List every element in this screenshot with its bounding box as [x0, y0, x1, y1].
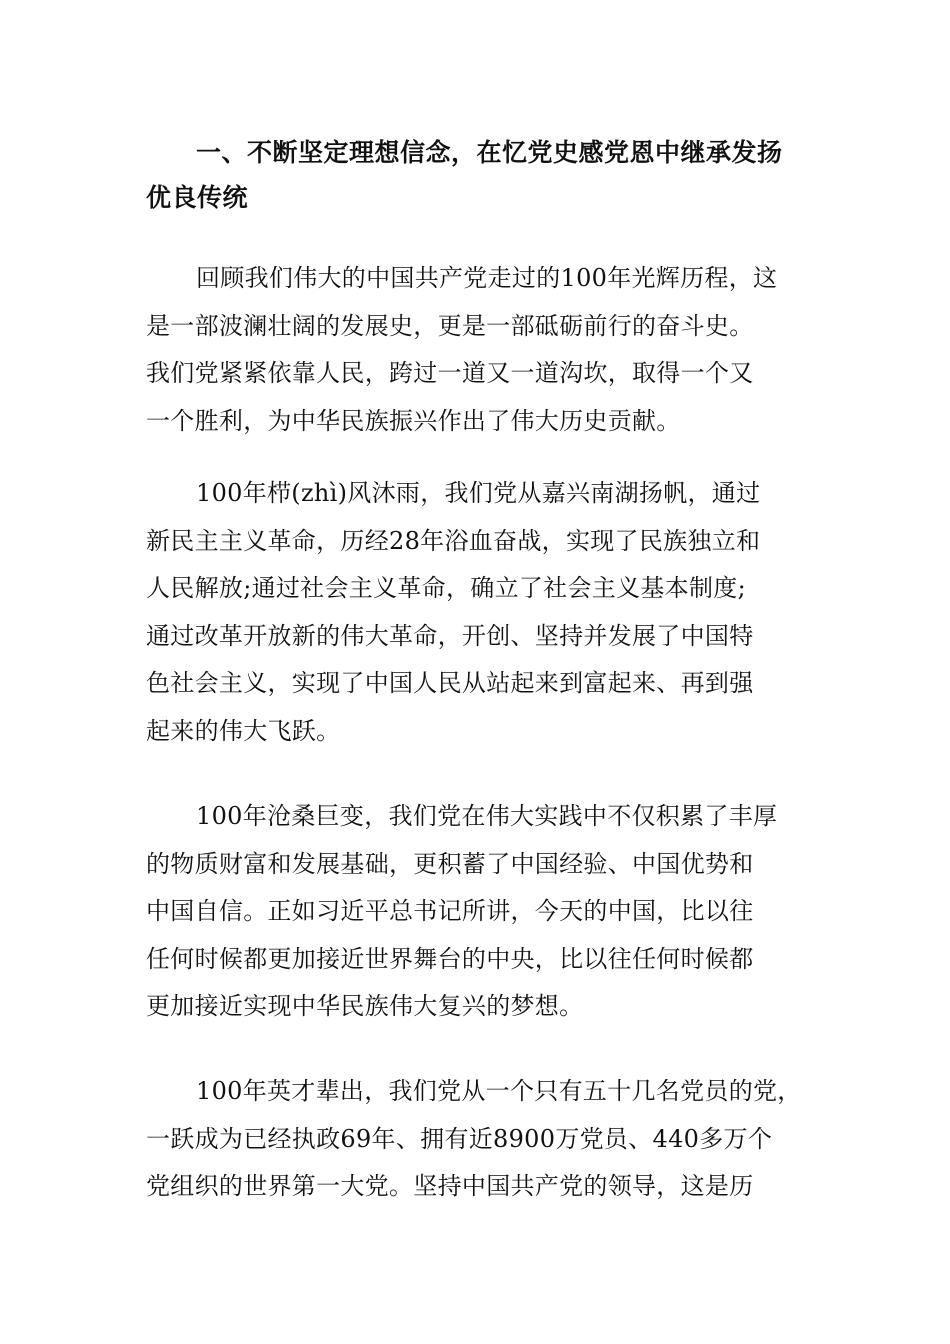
paragraph-line: 的物质财富和发展基础，更积蓄了中国经验、中国优势和 [146, 849, 754, 878]
paragraph-line: 党组织的世界第一大党。坚持中国共产党的领导，这是历 [146, 1172, 754, 1200]
paragraph-line: 是一部波澜壮阔的发展史，更是一部砥砺前行的奋斗史。 [146, 311, 754, 340]
paragraph-line: 我们党紧紧依靠人民，跨过一道又一道沟坎，取得一个又 [146, 359, 754, 387]
heading-line: 优良传统 [146, 183, 249, 212]
paragraph-line: 一个胜利，为中华民族振兴作出了伟大历史贡献。 [146, 406, 681, 435]
heading-line: 一、不断坚定理想信念，在忆党史感党恩中继承发扬 [196, 138, 783, 167]
paragraph-line: 新民主主义革命，历经28年浴血奋战，实现了民族独立和 [146, 526, 761, 555]
section-heading [146, 130, 806, 220]
paragraph-line: 一跃成为已经执政69年、拥有近8900万党员、440多万个 [146, 1124, 773, 1153]
paragraph-talents [146, 1068, 826, 1211]
paragraph-line: 更加接近实现中华民族伟大复兴的梦想。 [146, 992, 584, 1020]
paragraph-line: 色社会主义，实现了中国人民从站起来到富起来、再到强 [146, 669, 754, 697]
paragraph-line: 通过改革开放新的伟大革命，开创、坚持并发展了中国特 [146, 621, 754, 650]
paragraph-line: 回顾我们伟大的中国共产党走过的100年光辉历程，这 [196, 264, 778, 292]
paragraph-vicissitudes [146, 793, 826, 1031]
paragraph-line: 100年栉(zhì)风沐雨，我们党从嘉兴南湖扬帆，通过 [196, 479, 761, 507]
paragraph-wind-rain [146, 470, 826, 755]
paragraph-line: 人民解放;通过社会主义革命，确立了社会主义基本制度; [146, 574, 746, 602]
paragraph-line: 起来的伟大飞跃。 [146, 716, 341, 745]
paragraph-line: 100年英才辈出，我们党从一个只有五十几名党员的党， [196, 1077, 802, 1105]
paragraph-line: 100年沧桑巨变，我们党在伟大实践中不仅积累了丰厚 [196, 802, 778, 830]
paragraph-line: 任何时候都更加接近世界舞台的中央，比以往任何时候都 [146, 944, 754, 973]
paragraph-review [146, 255, 826, 445]
paragraph-line: 中国自信。正如习近平总书记所讲，今天的中国，比以往 [146, 897, 754, 925]
